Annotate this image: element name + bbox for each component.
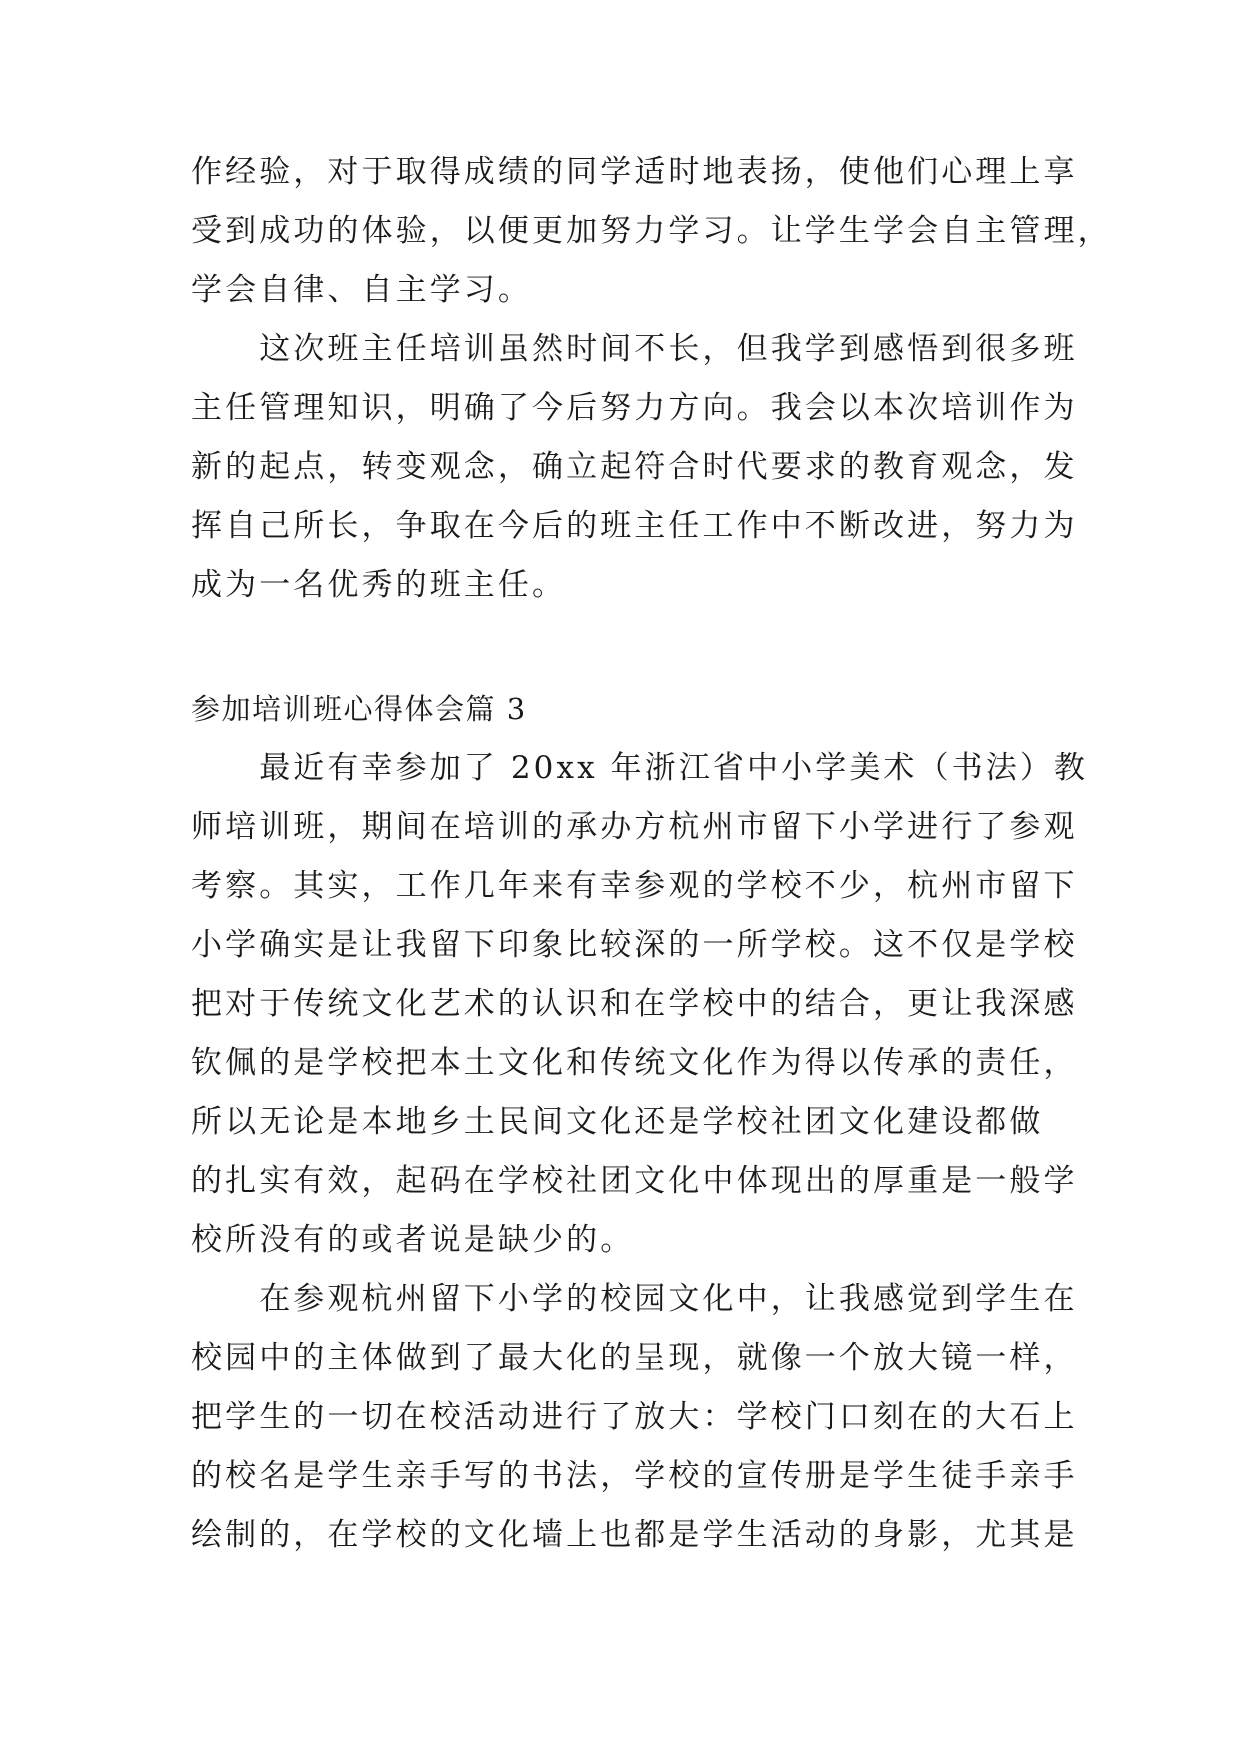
paragraph-line: 绘制的，在学校的文化墙上也都是学生活动的身影，尤其是	[191, 1517, 1078, 1553]
paragraph-line: 主任管理知识，明确了今后努力方向。我会以本次培训作为	[191, 390, 1078, 426]
paragraph-line: 受到成功的体验，以便更加努力学习。让学生学会自主管理，	[191, 213, 1112, 249]
paragraph-line: 最近有幸参加了 20xx 年浙江省中小学美术（书法）教	[191, 750, 1089, 786]
paragraph-line: 的扎实有效，起码在学校社团文化中体现出的厚重是一般学	[191, 1163, 1078, 1199]
paragraph-line: 在参观杭州留下小学的校园文化中，让我感觉到学生在	[191, 1281, 1078, 1317]
paragraph-line: 新的起点，转变观念，确立起符合时代要求的教育观念，发	[191, 449, 1078, 485]
section-heading: 参加培训班心得体会篇 3	[191, 692, 527, 726]
paragraph-line: 师培训班，期间在培训的承办方杭州市留下小学进行了参观	[191, 809, 1078, 845]
paragraph-line: 把学生的一切在校活动进行了放大：学校门口刻在的大石上	[191, 1399, 1078, 1435]
paragraph-line: 校园中的主体做到了最大化的呈现，就像一个放大镜一样，	[191, 1340, 1078, 1376]
paragraph-line: 挥自己所长，争取在今后的班主任工作中不断改进，努力为	[191, 508, 1078, 544]
paragraph-line: 学会自律、自主学习。	[191, 272, 532, 308]
paragraph-line: 作经验，对于取得成绩的同学适时地表扬，使他们心理上享	[191, 154, 1078, 190]
paragraph-line: 小学确实是让我留下印象比较深的一所学校。这不仅是学校	[191, 927, 1078, 963]
paragraph-line: 考察。其实，工作几年来有幸参观的学校不少，杭州市留下	[191, 868, 1078, 904]
paragraph-line: 钦佩的是学校把本土文化和传统文化作为得以传承的责任，	[191, 1045, 1078, 1081]
paragraph-line: 成为一名优秀的班主任。	[191, 567, 567, 603]
paragraph-line: 校所没有的或者说是缺少的。	[191, 1222, 635, 1258]
paragraph-line: 把对于传统文化艺术的认识和在学校中的结合，更让我深感	[191, 986, 1078, 1022]
paragraph-line: 的校名是学生亲手写的书法，学校的宣传册是学生徒手亲手	[191, 1458, 1078, 1494]
paragraph-line: 这次班主任培训虽然时间不长，但我学到感悟到很多班	[191, 331, 1078, 367]
paragraph-line: 所以无论是本地乡土民间文化还是学校社团文化建设都做	[191, 1104, 1044, 1140]
